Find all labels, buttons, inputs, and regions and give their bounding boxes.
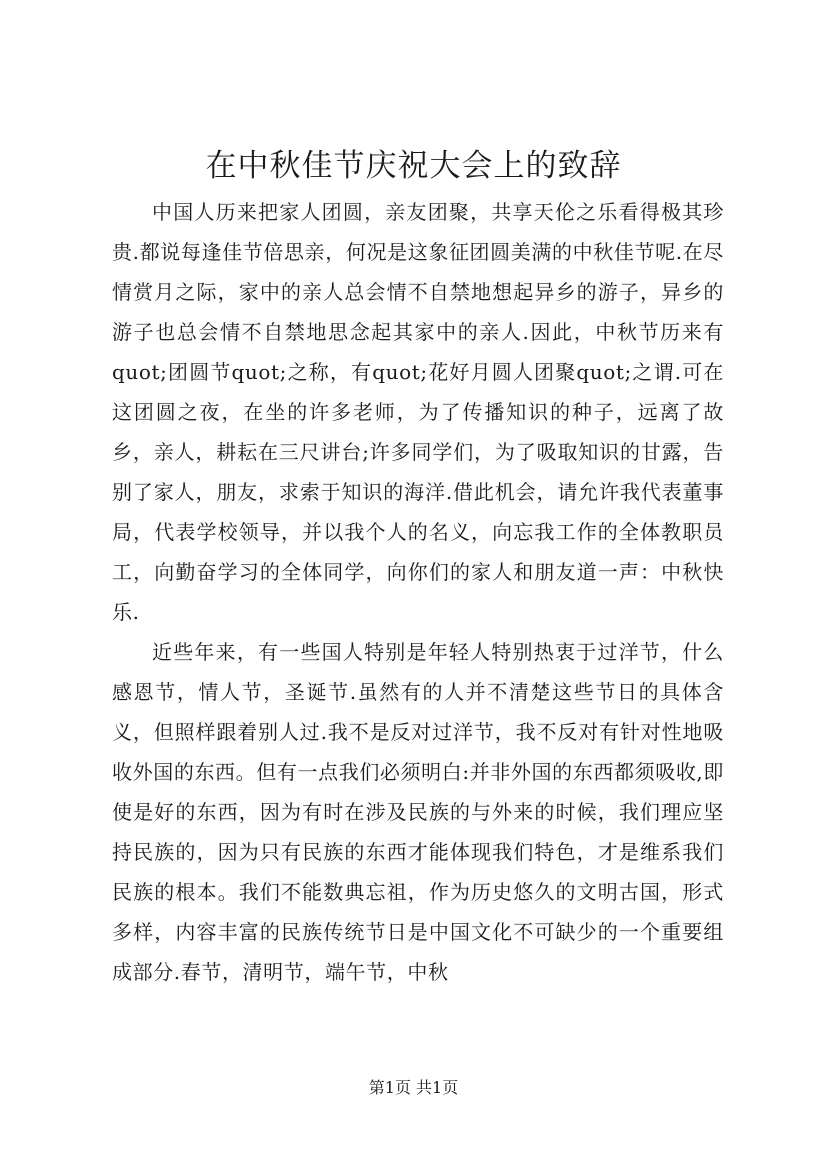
paragraph: 中国人历来把家人团圆，亲友团聚，共享天伦之乐看得极其珍贵.都说每逢佳节倍思亲，何况是这象征团圆美满的中秋佳节呢.在尽情赏月之际，家中的亲人总会情不自禁地想起异乡的游子，异乡的游子也总会情不自禁地思念起其家中的亲人.因此，中秋节历来有quot;团圆节quot;之称，有quot;花好月圆人团聚quot;之谓.可在这团圆之夜，在坐的许多老师，为了传播知识的种子，远离了故乡，亲人，耕耘在三尺讲台;许多同学们，为了吸取知识的甘露，告别了家人，朋友，求索于知识的海洋.借此机会，请允许我代表董事局，代表学校领导，并以我个人的名义，向忘我工作的全体教职员工，向勤奋学习的全体同学，向你们的家人和朋友道一声：中秋快乐. [112, 200, 724, 624]
document-body [112, 192, 724, 992]
document-title: 在中秋佳节庆祝大会上的致辞 [205, 148, 622, 184]
page-number-footer: 第1页 共1页 [368, 1078, 459, 1097]
paragraph: 近些年来，有一些国人特别是年轻人特别热衷于过洋节，什么感恩节，情人节，圣诞节.虽然有的人并不清楚这些节日的具体含义，但照样跟着别人过.我不是反对过洋节，我不反对有针对性地吸收外国的东西。但有一点我们必须明白:并非外国的东西都须吸收,即使是好的东西，因为有时在涉及民族的与外来的时候，我们理应坚持民族的，因为只有民族的东西才能体现我们特色，才是维系我们民族的根本。我们不能数典忘祖，作为历史悠久的文明古国，形式多样，内容丰富的民族传统节日是中国文化不可缺少的一个重要组成部分.春节，清明节，端午节，中秋 [112, 640, 724, 984]
